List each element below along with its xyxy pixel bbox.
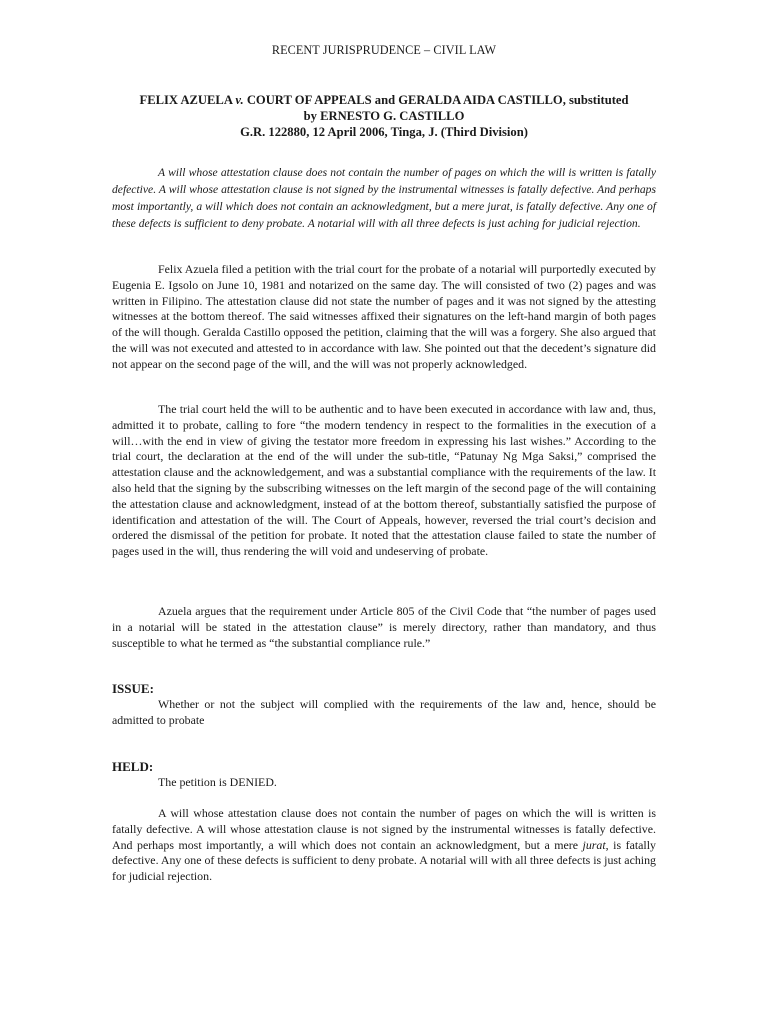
held-ruling: The petition is DENIED. bbox=[158, 775, 277, 789]
held-paragraph bbox=[112, 806, 656, 885]
case-title-petitioner: FELIX AZUELA bbox=[139, 93, 236, 107]
facts-paragraph-2: The trial court held the will to be authentic and to have been executed in accordance with law and, thus, admitted it to probate, calling to fore “the modern tendency in respect to the formalities in the execution of a will…with the end in view of giving the testator more freedom in expressing his last wishes.” According to the trial court, the declaration at the end of the will under the sub-title, “Patunay Ng Mga Saksi,” comprised the attestation clause and the acknowledgement, and was a substantial compliance with the requirements of the law. It also held that the signing by the subscribing witnesses on the left margin of the second page of the will containing the attestation clause and acknowledgment, instead of at the bottom thereof, substantially satisfied the purpose of identification and attestation of the will. The Court of Appeals, however, reversed the trial court’s decision and ordered the dismissal of the petition for probate. It noted that the attestation clause failed to state the number of pages used in the will, thus rendering the will void and undeserving of probate. bbox=[112, 402, 656, 559]
held-paragraph-part-1: A will whose attestation clause does not contain the number of pages on which the will is written is fatally defective. A will whose attestation clause is not signed by the instrumental witnesses is fatally defective. And perhaps most importantly, a will which does not contain an acknowledgment, but a mere bbox=[112, 806, 656, 852]
case-title bbox=[112, 92, 656, 140]
case-title-line-1 bbox=[112, 92, 656, 108]
syllabus-paragraph: A will whose attestation clause does not contain the number of pages on which the will is written is fatally defective. A will whose attestation clause is not signed by the instrumental witnesses is fatally defective. And perhaps most importantly, a will which does not contain an acknowledgment, but a mere jurat, is fatally defective. Any one of these defects is sufficient to deny probate. A notarial will with all three defects is just aching for judicial rejection. bbox=[112, 166, 656, 230]
case-title-versus: v. bbox=[235, 93, 244, 107]
case-title-line-2: by ERNESTO G. CASTILLO bbox=[303, 109, 465, 123]
facts-paragraph-3: Azuela argues that the requirement under Article 805 of the Civil Code that “the number of pages used in a notarial will be stated in the attestation clause” is merely directory, rather than mandatory, and thus susceptible to what he termed as “the substantial compliance rule.” bbox=[112, 604, 656, 650]
running-head: RECENT JURISPRUDENCE – CIVIL LAW bbox=[271, 43, 497, 57]
case-title-respondents: COURT OF APPEALS and GERALDA AIDA CASTILLO, substituted bbox=[243, 93, 629, 107]
held-paragraph-part-2: , is fatally defective. Any one of these defects is sufficient to deny probate. A notarial will with all three defects is just aching for judicial rejection. bbox=[112, 837, 656, 884]
held-paragraph-jurat: jurat bbox=[582, 837, 606, 852]
issue-heading: ISSUE: bbox=[112, 681, 154, 696]
issue-text: Whether or not the subject will complied with the requirements of the law and, hence, should be admitted to probate bbox=[112, 697, 656, 727]
facts-paragraph-1: Felix Azuela filed a petition with the trial court for the probate of a notarial will purportedly executed by Eugenia E. Igsolo on June 10, 1981 and notarized on the same day. The will consisted of two (2) pages and was written in Filipino. The attestation clause did not state the number of pages and it was not signed by the attesting witnesses at the bottom thereof. The said witnesses affixed their signatures on the left-hand margin of both pages of the will though. Geralda Castillo opposed the petition, claiming that the will was a forgery. She also argued that the will was not executed and attested to in accordance with law. She pointed out that the decedent’s signature did not appear on the second page of the will, and the will was not properly acknowledged. bbox=[112, 262, 656, 371]
case-citation: G.R. 122880, 12 April 2006, Tinga, J. (Third Division) bbox=[240, 125, 528, 139]
held-heading: HELD: bbox=[112, 759, 154, 774]
